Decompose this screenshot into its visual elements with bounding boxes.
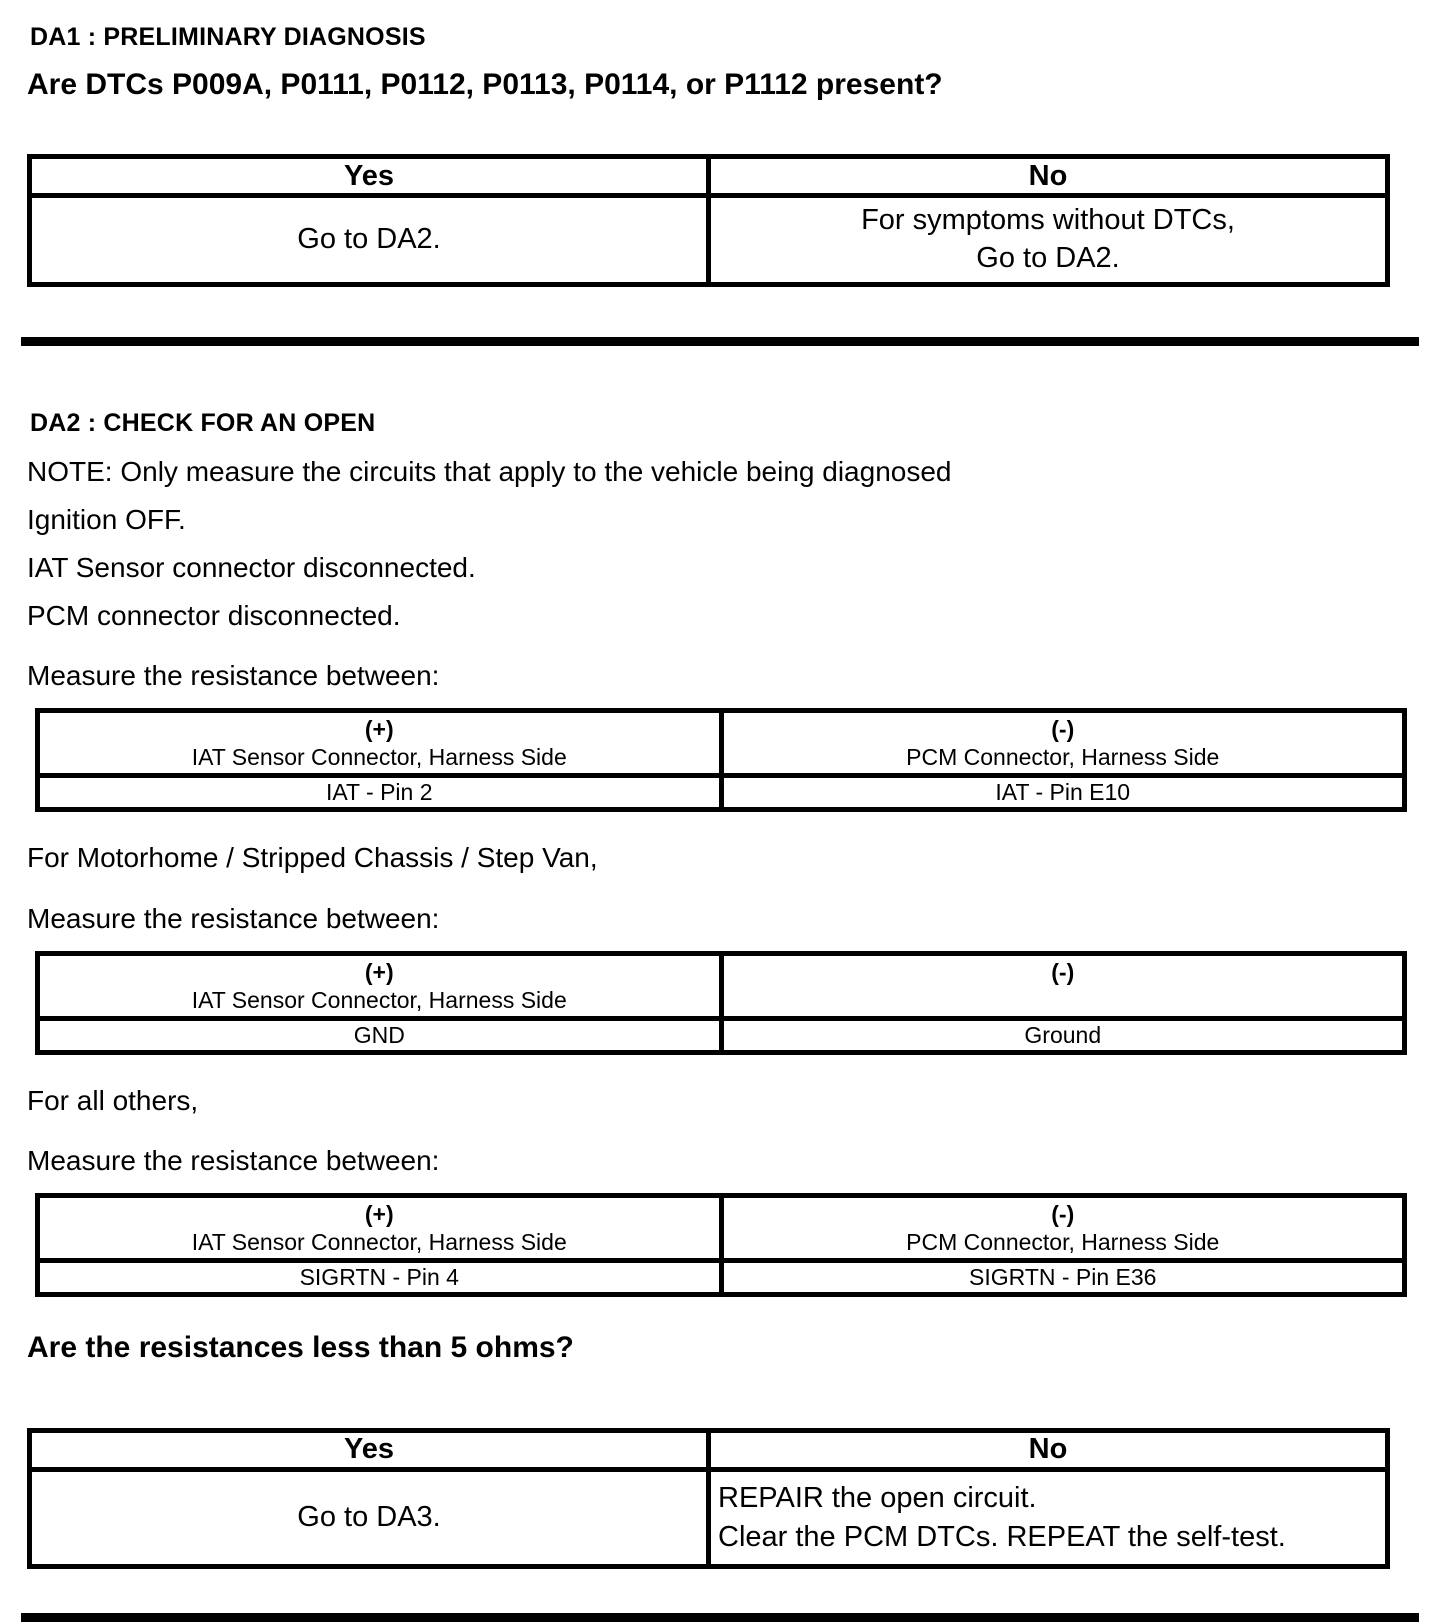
da1-yes-column-header: Yes: [30, 157, 709, 196]
positive-symbol: (+): [364, 716, 394, 743]
negative-terminal-header: [721, 953, 1405, 1018]
negative-symbol: (-): [1051, 958, 1075, 985]
table-row: [38, 1018, 1405, 1052]
positive-label: IAT Sensor Connector, Harness Side: [191, 744, 567, 771]
da2-heading: DA2 : CHECK FOR AN OPEN: [30, 409, 376, 437]
measurement-table-ground: [35, 951, 1407, 1055]
negative-label: PCM Connector, Harness Side: [906, 1229, 1220, 1256]
positive-pin-cell: SIGRTN - Pin 4: [38, 1261, 722, 1295]
table-header-row: [38, 953, 1405, 1018]
da1-question: Are DTCs P009A, P0111, P0112, P0113, P0114, or P1112 present?: [27, 67, 943, 101]
positive-terminal-header: [38, 1196, 722, 1261]
negative-terminal-header: [721, 1196, 1405, 1261]
negative-pin-cell: Ground: [721, 1018, 1405, 1052]
step-iat-disconnected: IAT Sensor connector disconnected.: [27, 551, 476, 583]
positive-label: IAT Sensor Connector, Harness Side: [191, 1229, 567, 1256]
negative-label: PCM Connector, Harness Side: [906, 744, 1220, 771]
da2-question: Are the resistances less than 5 ohms?: [27, 1331, 574, 1365]
table-row: [38, 776, 1405, 810]
table-row: [30, 1469, 1388, 1566]
negative-pin-cell: SIGRTN - Pin E36: [721, 1261, 1405, 1295]
section-divider: [21, 337, 1419, 346]
da2-yes-column-header: Yes: [30, 1430, 709, 1469]
no-action-line: Clear the PCM DTCs. REPEAT the self-test.: [718, 1520, 1286, 1553]
bottom-divider: [21, 1613, 1419, 1622]
da2-no-column-header: No: [709, 1430, 1388, 1469]
table-header-row: [38, 711, 1405, 776]
negative-symbol: (-): [1051, 1201, 1075, 1228]
positive-pin-cell: GND: [38, 1018, 722, 1052]
positive-label: IAT Sensor Connector, Harness Side: [191, 986, 567, 1013]
no-action-line: For symptoms without DTCs,: [861, 204, 1235, 237]
no-action-line: Go to DA2.: [976, 242, 1120, 274]
table-row: [30, 196, 1388, 285]
table-header-row: [38, 1196, 1405, 1261]
da1-heading: DA1 : PRELIMINARY DIAGNOSIS: [30, 23, 426, 51]
step-pcm-disconnected: PCM connector disconnected.: [27, 600, 401, 632]
condition-motorhome: For Motorhome / Stripped Chassis / Step Van,: [27, 842, 598, 874]
da1-no-column-header: No: [709, 157, 1388, 196]
table-row: [38, 1261, 1405, 1295]
da1-yes-action-cell: Go to DA2.: [30, 196, 709, 285]
measure-instruction: Measure the resistance between:: [27, 660, 440, 692]
section-da1: [0, 24, 1440, 287]
da1-decision-table: [27, 154, 1390, 287]
positive-terminal-header: [38, 953, 722, 1018]
negative-symbol: (-): [1051, 716, 1075, 743]
da2-note: NOTE: Only measure the circuits that apply to the vehicle being diagnosed: [27, 455, 952, 487]
positive-symbol: (+): [364, 958, 394, 985]
positive-symbol: (+): [364, 1201, 394, 1228]
da1-no-action-cell: [709, 196, 1388, 285]
positive-terminal-header: [38, 711, 722, 776]
section-da2: [0, 410, 1440, 1569]
positive-pin-cell: IAT - Pin 2: [38, 776, 722, 810]
table-header-row: [30, 1430, 1388, 1469]
measurement-table-sigrtn: [35, 1193, 1407, 1297]
measure-instruction: Measure the resistance between:: [27, 1145, 440, 1176]
step-ignition-off: Ignition OFF.: [27, 503, 186, 535]
da2-no-action-cell: [709, 1469, 1388, 1566]
condition-others: For all others,: [27, 1084, 199, 1116]
da2-yes-action-cell: Go to DA3.: [30, 1469, 709, 1566]
negative-pin-cell: IAT - Pin E10: [721, 776, 1405, 810]
da2-decision-table: [27, 1428, 1390, 1569]
negative-terminal-header: [721, 711, 1405, 776]
measure-instruction: Measure the resistance between:: [27, 902, 440, 934]
measurement-table-iat: [35, 708, 1407, 812]
table-header-row: [30, 157, 1388, 196]
no-action-line: REPAIR the open circuit.: [718, 1481, 1037, 1514]
